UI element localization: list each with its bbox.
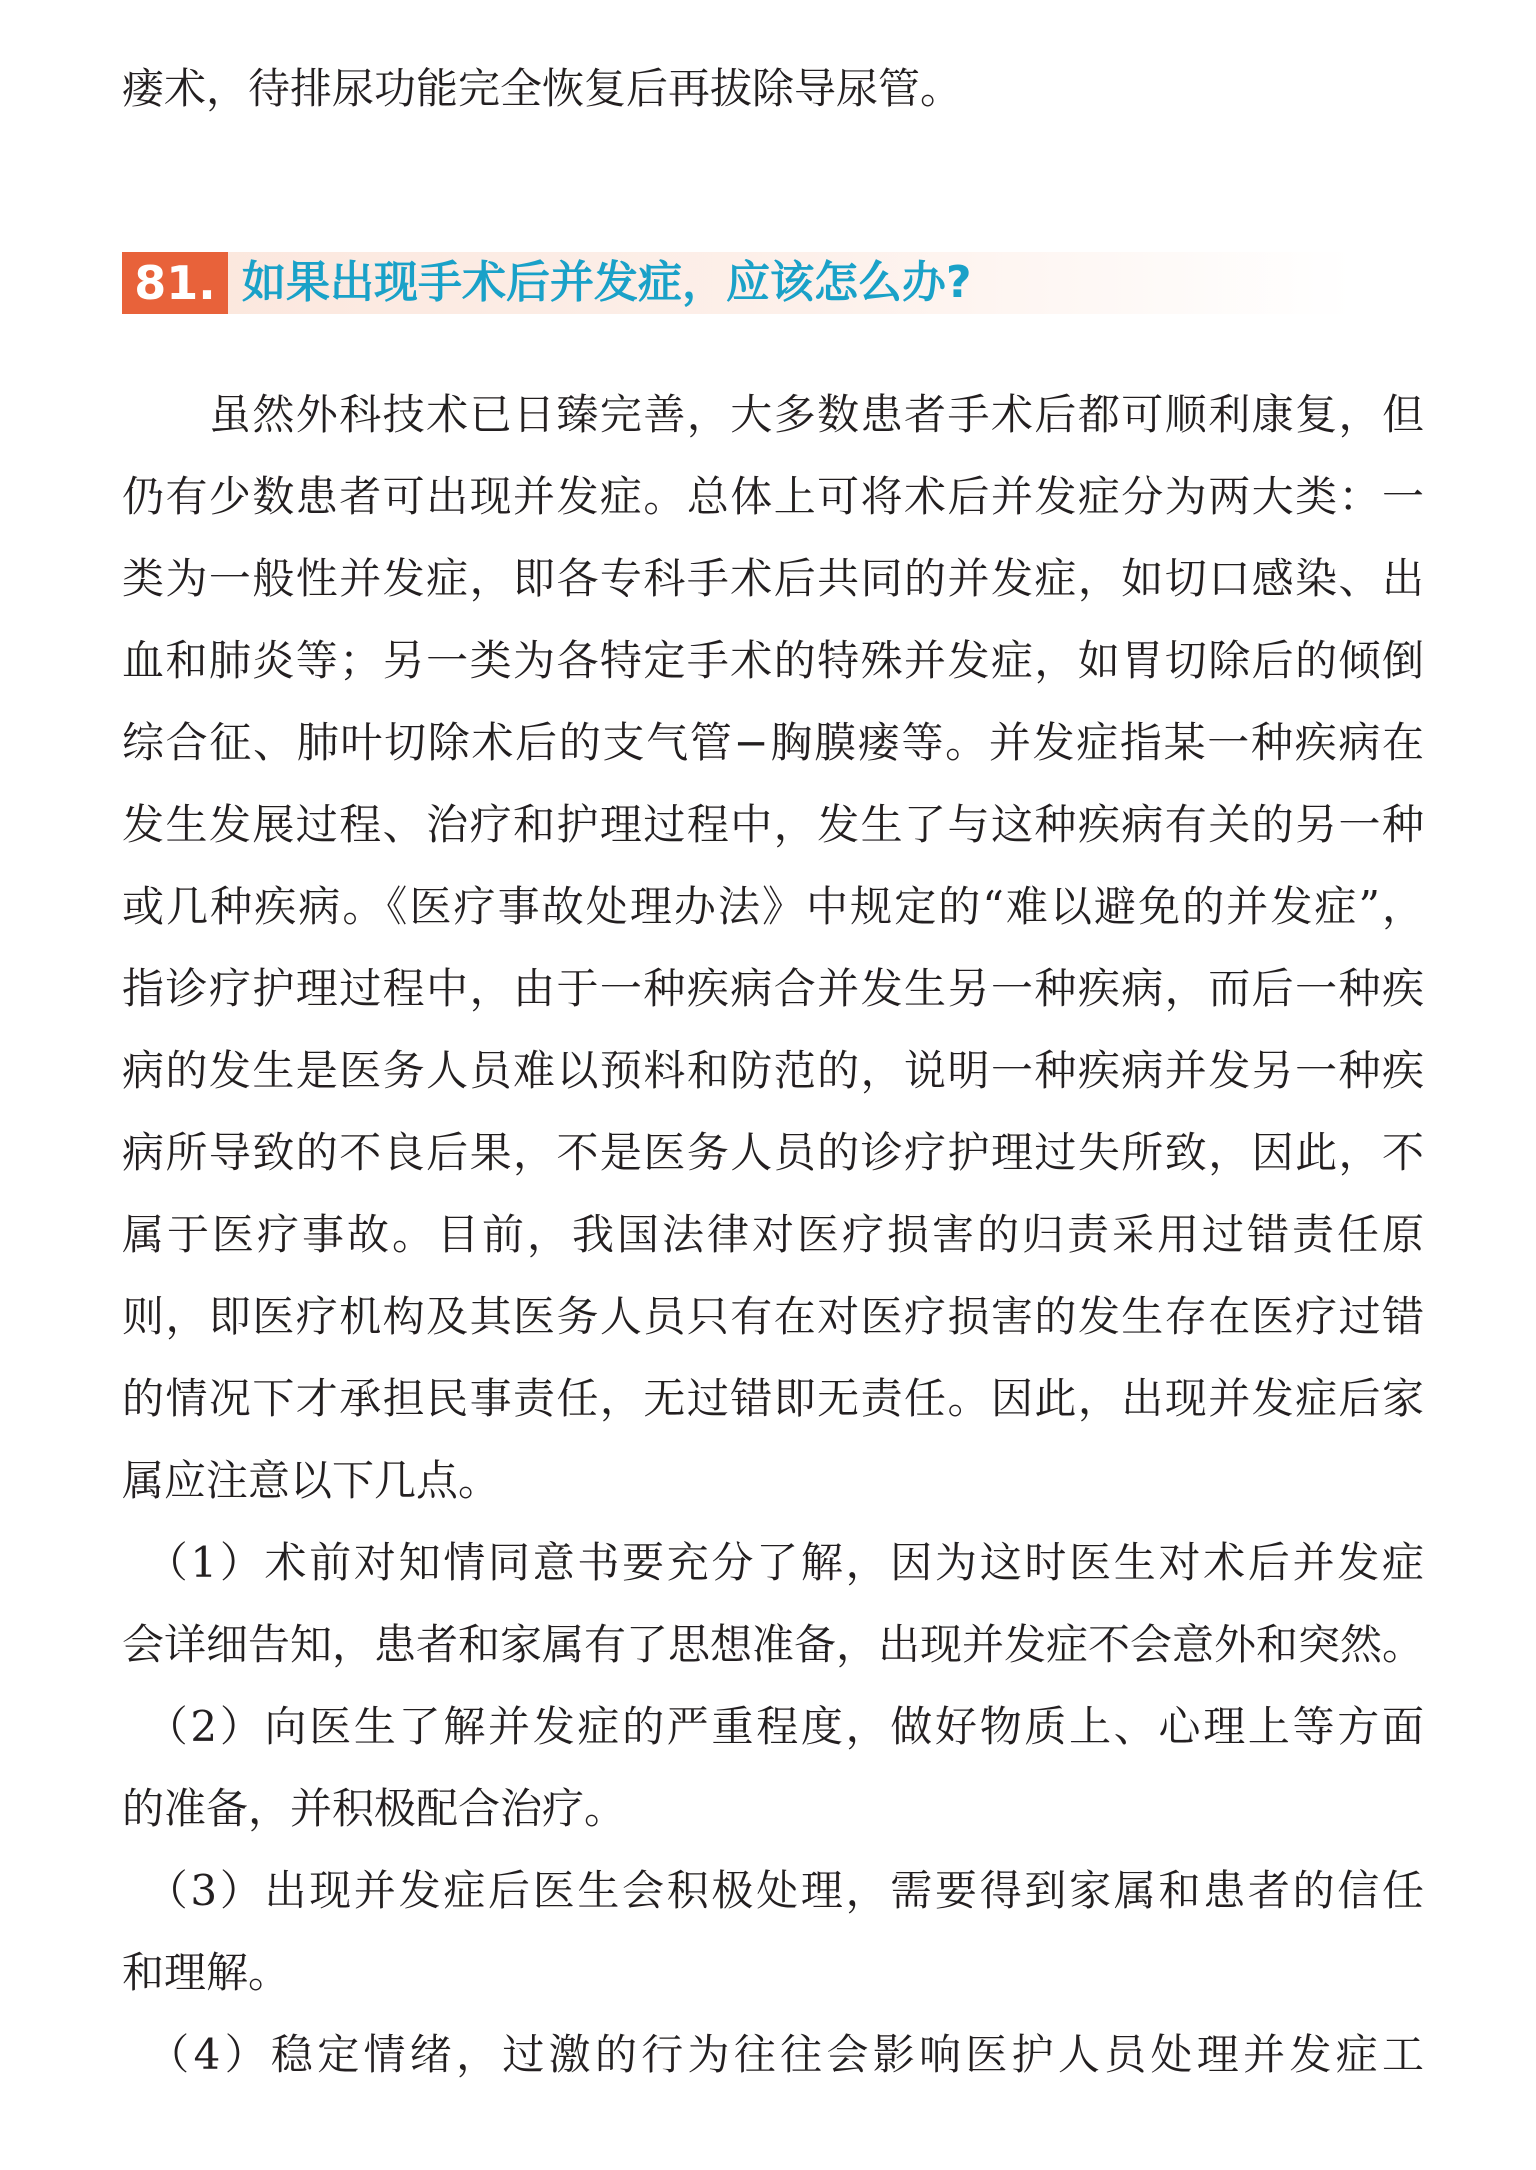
section-heading: [122, 252, 1354, 314]
list-item-4: （4）稳定情绪，过激的行为往往会影响医护人员处理并发症工: [122, 2030, 1424, 2079]
continued-text-line: 瘘术，待排尿功能完全恢复后再拔除导尿管。: [122, 64, 963, 113]
section-title: 如果出现手术后并发症，应该怎么办?: [242, 257, 972, 308]
body-line: 或几种疾病。《医疗事故处理办法》中规定的“难以避免的并发症”，: [122, 882, 1424, 931]
list-item-3-cont: 和理解。: [122, 1948, 291, 1997]
list-item-3: （3）出现并发症后医生会积极处理，需要得到家属和患者的信任: [122, 1866, 1424, 1915]
body-line: 发生发展过程、治疗和护理过程中，发生了与这种疾病有关的另一种: [122, 800, 1424, 849]
body-line: 病所导致的不良后果，不是医务人员的诊疗护理过失所致，因此，不: [122, 1128, 1424, 1177]
body-line: 虽然外科技术已日臻完善，大多数患者手术后都可顺利康复，但: [122, 390, 1424, 439]
body-line: 则，即医疗机构及其医务人员只有在对医疗损害的发生存在医疗过错: [122, 1292, 1424, 1341]
body-line: 综合征、肺叶切除术后的支气管−胸膜瘘等。并发症指某一种疾病在: [122, 718, 1424, 767]
list-item-2-cont: 的准备，并积极配合治疗。: [122, 1784, 627, 1833]
list-item-2: （2）向医生了解并发症的严重程度，做好物质上、心理上等方面: [122, 1702, 1424, 1751]
body-line: 病的发生是医务人员难以预料和防范的，说明一种疾病并发另一种疾: [122, 1046, 1424, 1095]
body-line: 血和肺炎等；另一类为各特定手术的特殊并发症，如胃切除后的倾倒: [122, 636, 1424, 685]
body-line: 仍有少数患者可出现并发症。总体上可将术后并发症分为两大类：一: [122, 472, 1424, 521]
body-line: 的情况下才承担民事责任，无过错即无责任。因此，出现并发症后家: [122, 1374, 1424, 1423]
body-line: 类为一般性并发症，即各专科手术后共同的并发症，如切口感染、出: [122, 554, 1424, 603]
body-line: 属应注意以下几点。: [122, 1456, 501, 1505]
list-item-1-cont: 会详细告知，患者和家属有了思想准备，出现并发症不会意外和突然。: [122, 1620, 1425, 1669]
body-line: 属于医疗事故。目前，我国法律对医疗损害的归责采用过错责任原: [122, 1210, 1424, 1259]
body-line: 指诊疗护理过程中，由于一种疾病合并发生另一种疾病，而后一种疾: [122, 964, 1424, 1013]
list-item-1: （1）术前对知情同意书要充分了解，因为这时医生对术后并发症: [122, 1538, 1424, 1587]
section-number: 81.: [122, 252, 228, 314]
